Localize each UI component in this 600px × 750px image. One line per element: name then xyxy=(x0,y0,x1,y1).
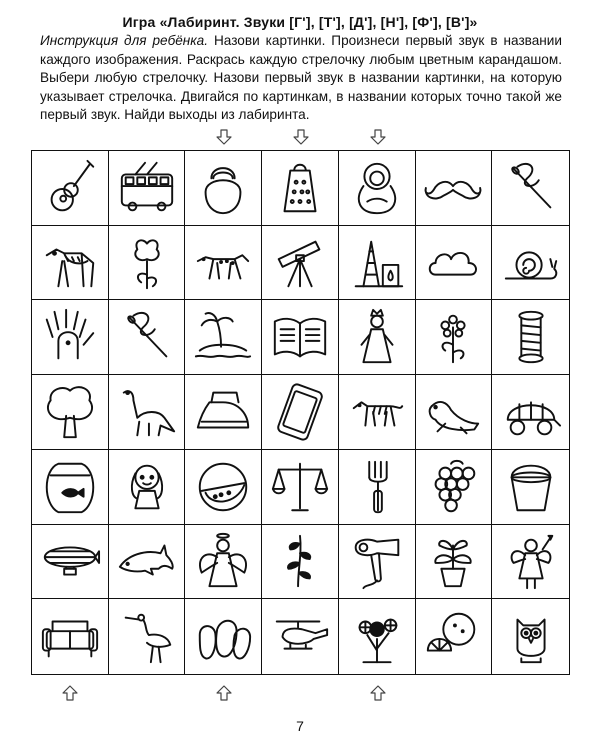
grid-cell xyxy=(185,525,262,600)
fork-icon xyxy=(346,456,408,518)
grid-cell xyxy=(185,226,262,301)
iron-icon xyxy=(192,381,254,443)
grid-cell xyxy=(492,525,569,600)
grid-cell xyxy=(109,226,186,301)
grid-cell xyxy=(339,375,416,450)
papaya-icon xyxy=(192,606,254,668)
stork-icon xyxy=(116,606,178,668)
telescope-icon xyxy=(269,232,331,294)
bottom-arrows xyxy=(36,684,576,702)
grid-cell xyxy=(32,599,109,674)
hair-dryer-icon xyxy=(346,530,408,592)
top-arrows xyxy=(36,128,576,146)
arrow-down-icon xyxy=(292,128,310,146)
houseplant-icon xyxy=(422,530,484,592)
oil-derrick-icon xyxy=(346,232,408,294)
grid-cell xyxy=(262,151,339,226)
grid-cell xyxy=(262,450,339,525)
arrow-up-icon xyxy=(215,684,233,702)
branch-icon xyxy=(269,530,331,592)
grid-cell xyxy=(262,599,339,674)
orange-icon xyxy=(422,606,484,668)
thread-spool-icon xyxy=(500,306,562,368)
dandelion-icon xyxy=(346,606,408,668)
grid-cell xyxy=(492,151,569,226)
book-icon xyxy=(269,306,331,368)
grid-cell xyxy=(262,226,339,301)
aquarium-icon xyxy=(39,456,101,518)
arrow-down-icon xyxy=(369,128,387,146)
grid-cell xyxy=(416,151,493,226)
grid-cell xyxy=(339,599,416,674)
grid-cell xyxy=(185,599,262,674)
grid-cell xyxy=(32,226,109,301)
instruction-text xyxy=(40,32,562,125)
grid-cell xyxy=(492,375,569,450)
grid-cell xyxy=(416,226,493,301)
wagon-icon xyxy=(500,381,562,443)
phone-icon xyxy=(269,381,331,443)
grid-cell xyxy=(32,300,109,375)
angel-icon xyxy=(192,530,254,592)
tiger-icon xyxy=(346,381,408,443)
grid-cell xyxy=(492,599,569,674)
arrow-up-icon xyxy=(369,684,387,702)
hyena-icon xyxy=(39,232,101,294)
arrow-down-icon xyxy=(215,128,233,146)
grid-cell xyxy=(416,300,493,375)
grater-icon xyxy=(269,157,331,219)
tree-icon xyxy=(39,381,101,443)
snail-icon xyxy=(500,232,562,294)
dolphin-icon xyxy=(116,530,178,592)
cloud-icon xyxy=(422,232,484,294)
grid-cell xyxy=(492,226,569,301)
grid-cell xyxy=(32,151,109,226)
needle-thread-icon xyxy=(500,157,562,219)
grid-cell xyxy=(185,300,262,375)
page-title: Игра «Лабиринт. Звуки [Г'], [Т'], [Д'], [Н'], [Ф'], [В']» xyxy=(122,14,478,30)
grid-cell xyxy=(185,151,262,226)
page-number: 7 xyxy=(296,718,304,734)
grid-cell xyxy=(339,450,416,525)
grid-cell xyxy=(32,375,109,450)
owl-icon xyxy=(500,606,562,668)
grid-cell xyxy=(339,300,416,375)
instruction-lead: Инструкция для ребёнка. xyxy=(40,33,209,48)
grid-cell xyxy=(339,226,416,301)
grid-cell xyxy=(185,450,262,525)
grid-cell xyxy=(339,151,416,226)
grid-cell xyxy=(32,450,109,525)
grid-cell xyxy=(416,450,493,525)
girl-icon xyxy=(116,456,178,518)
roly-poly-doll-icon xyxy=(346,157,408,219)
bucket-icon xyxy=(500,456,562,518)
grid-cell xyxy=(416,599,493,674)
grid-cell xyxy=(109,599,186,674)
dinosaur-icon xyxy=(116,381,178,443)
grid-cell xyxy=(185,375,262,450)
island-icon xyxy=(192,306,254,368)
mustache-icon xyxy=(422,157,484,219)
grid-cell xyxy=(109,450,186,525)
grid-cell xyxy=(262,525,339,600)
grid-cell xyxy=(32,525,109,600)
carnation-icon xyxy=(116,232,178,294)
grid-cell xyxy=(416,375,493,450)
princess-icon xyxy=(346,306,408,368)
grid-cell xyxy=(492,300,569,375)
grid-cell xyxy=(109,300,186,375)
seal-icon xyxy=(422,381,484,443)
grid-cell xyxy=(109,151,186,226)
grid-cell xyxy=(262,375,339,450)
indian-chief-icon xyxy=(39,306,101,368)
cheetah-icon xyxy=(192,232,254,294)
needle-thread-icon xyxy=(116,306,178,368)
airship-icon xyxy=(39,530,101,592)
grid-cell xyxy=(416,525,493,600)
watermelon-icon xyxy=(192,456,254,518)
helicopter-icon xyxy=(269,606,331,668)
grapes-icon xyxy=(422,456,484,518)
kettlebell-icon xyxy=(192,157,254,219)
trolleybus-icon xyxy=(116,157,178,219)
instruction-body: Назови картинки. Произнеси первый звук в названии каждого изображения. Раскрась каждую стрелочку любым цветным карандашом. Выбери любую стрелочку. Назови первый звук в названии картинки, на которую указывает стрелочка. Двигайся по картинкам, в названии которых точно такой же первый звук. Найди выходы из лабиринта. xyxy=(40,33,562,122)
fairy-icon xyxy=(500,530,562,592)
scales-icon xyxy=(269,456,331,518)
grid-cell xyxy=(262,300,339,375)
violet-flower-icon xyxy=(422,306,484,368)
grid-cell xyxy=(492,450,569,525)
arrow-up-icon xyxy=(61,684,79,702)
labyrinth-grid xyxy=(31,150,570,675)
grid-cell xyxy=(339,525,416,600)
sofa-icon xyxy=(39,606,101,668)
guitar-icon xyxy=(39,157,101,219)
grid-cell xyxy=(109,525,186,600)
grid-cell xyxy=(109,375,186,450)
